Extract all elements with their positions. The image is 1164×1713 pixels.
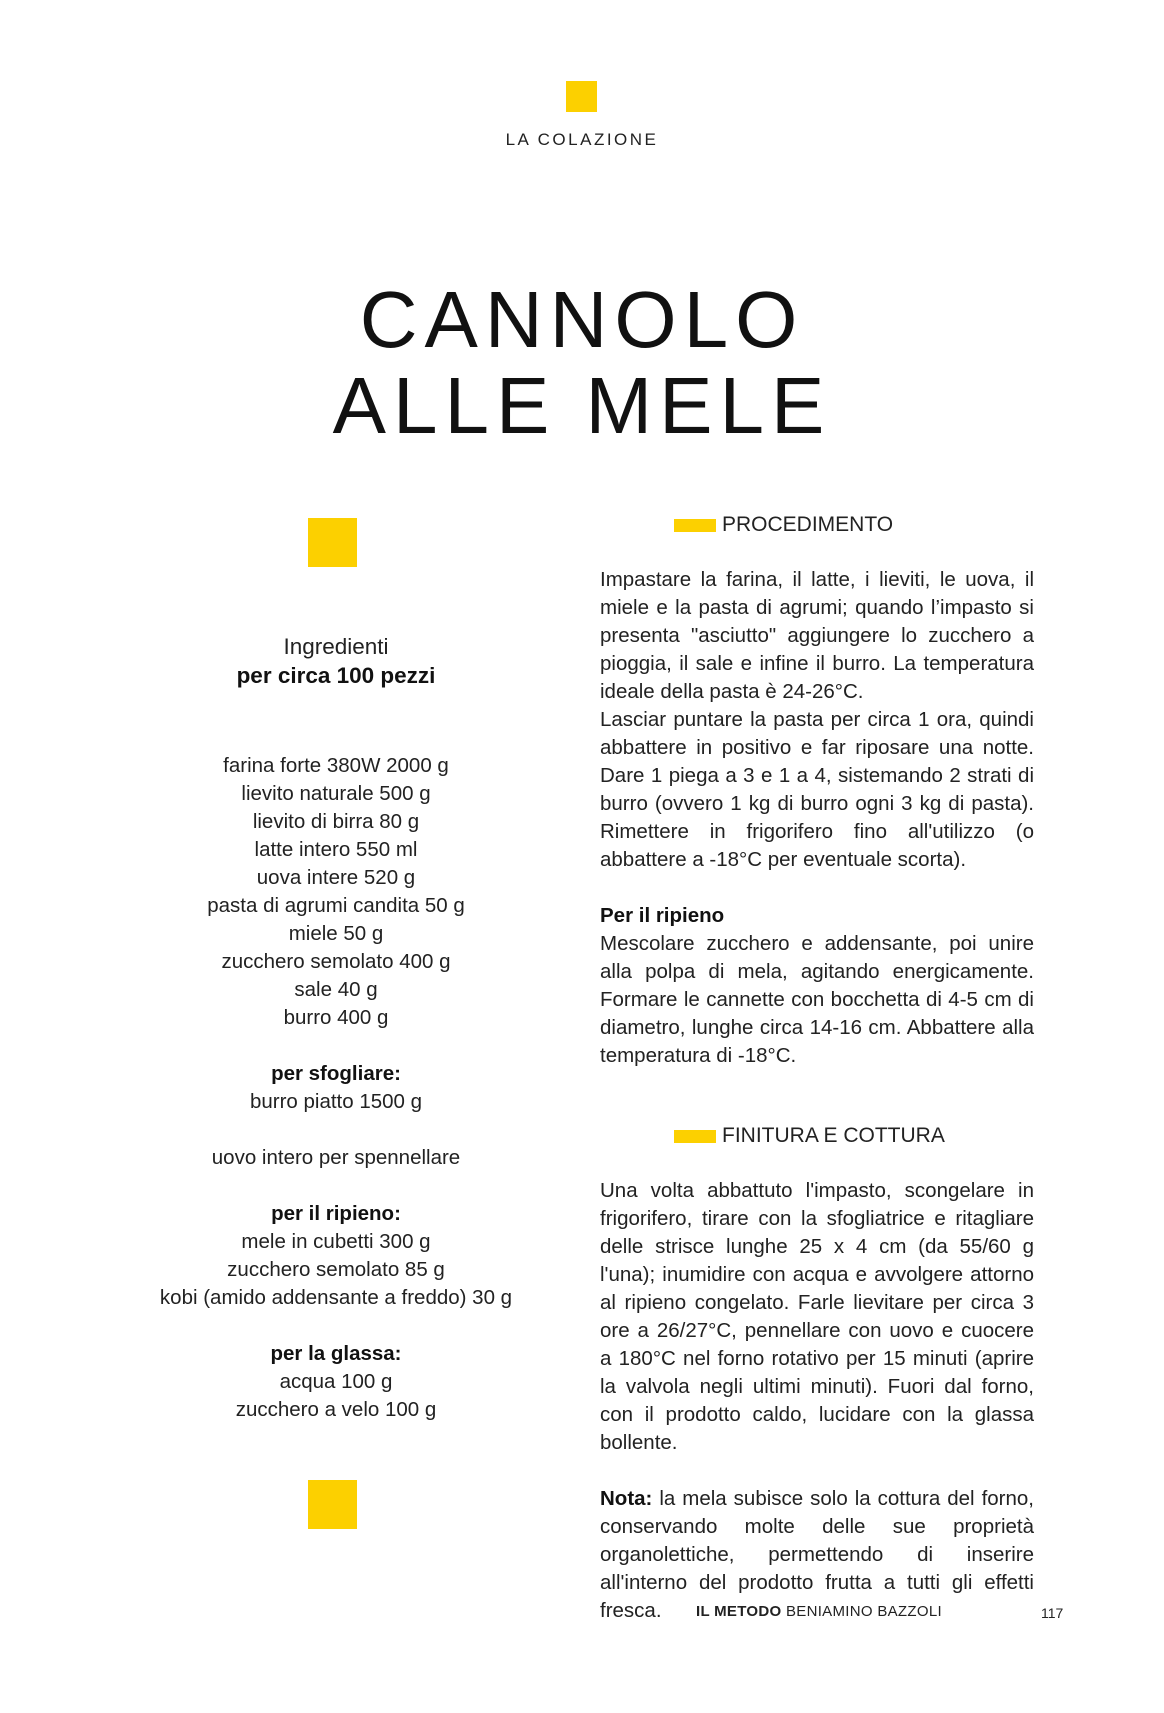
ripieno-subheading: Per il ripieno: [600, 904, 725, 927]
ingredient-item: mele in cubetti 300 g: [241, 1230, 431, 1253]
ingredient-item: lievito di birra 80 g: [252, 810, 420, 833]
section-label: LA COLAZIONE: [505, 130, 659, 149]
ripieno-paragraph: Mescolare zucchero e addensante, poi unire alla polpa di mela, agitando energicamente. Formare le cannette con bocchetta di 4-5 cm di diametro, lunghe circa 14-16 cm. Abbattere alla temperatura di -18°C.: [600, 932, 1034, 1067]
ingredients-subheading: per circa 100 pezzi: [236, 663, 436, 688]
finitura-body: [600, 1177, 1034, 1625]
footer-brand: IL METODO: [696, 1603, 782, 1620]
ingredient-item: zucchero semolato 400 g: [221, 950, 451, 973]
ingredient-item: zucchero semolato 85 g: [227, 1258, 445, 1281]
main-ingredients-list: [136, 752, 536, 1032]
ingredient-item: pasta di agrumi candita 50 g: [207, 894, 465, 917]
bottom-accent-square: [308, 1480, 357, 1529]
ingredient-item: acqua 100 g: [279, 1370, 393, 1393]
ingredient-item: miele 50 g: [288, 922, 384, 945]
finitura-heading: [674, 1124, 945, 1148]
ingredient-item: lievito naturale 500 g: [241, 782, 431, 805]
ingredient-item: latte intero 550 ml: [254, 838, 418, 861]
title-line-2: ALLE MELE: [332, 361, 832, 450]
ingredient-item: burro 400 g: [283, 1006, 389, 1029]
ingredient-item: uova intere 520 g: [256, 866, 416, 889]
ingredient-item: kobi (amido addensante a freddo) 30 g: [159, 1286, 513, 1309]
heading-bar-icon: [674, 519, 716, 532]
glassa-heading: per la glassa:: [270, 1342, 402, 1365]
ingredients-column: [136, 632, 536, 1424]
page-number: 117: [1041, 1605, 1064, 1621]
finitura-paragraph: Una volta abbattuto l'impasto, scongelare in frigorifero, tirare con la sfogliatrice e ritagliare delle strisce lunghe 25 x 4 cm (da 55/60 g l'una); inumidire con acqua e avvolgere attorno al ripieno congelato. Farle lievitare per circa 3 ore a 26/27°C, pennellare con uovo e cuocere a 180°C nel forno rotativo per 15 minuti (aprire la valvola negli ultimi minuti). Fuori dal forno, con il prodotto caldo, lucidare con la glassa bollente.: [600, 1179, 1034, 1454]
procedimento-body: [600, 566, 1034, 1070]
ingredient-item: zucchero a velo 100 g: [235, 1398, 437, 1421]
ingredient-item: farina forte 380W 2000 g: [223, 754, 449, 777]
footer-author: BENIAMINO BAZZOLI: [785, 1603, 942, 1620]
nota-label: Nota:: [600, 1487, 653, 1510]
page-title: [0, 277, 1164, 449]
heading-bar-icon: [674, 1130, 716, 1143]
finitura-title: FINITURA E COTTURA: [722, 1124, 945, 1147]
title-line-1: CANNOLO: [359, 275, 805, 364]
procedimento-paragraph-1: Impastare la farina, il latte, i lieviti, le uova, il miele e la pasta di agrumi; quando l’impasto si presenta "asciutto" aggiungere lo zucchero a pioggia, il sale e infine il burro. La temperatura ideale della pasta è 24-26°C.: [600, 568, 1034, 703]
procedimento-heading: [674, 513, 893, 537]
top-accent-square: [566, 81, 597, 112]
ingredient-item: burro piatto 1500 g: [249, 1090, 423, 1113]
sfogliare-heading: per sfogliare:: [271, 1062, 401, 1085]
procedimento-title: PROCEDIMENTO: [722, 513, 894, 536]
egg-wash-note: uovo intero per spennellare: [211, 1146, 461, 1169]
ingredients-accent-square: [308, 518, 357, 567]
ingredients-heading: Ingredienti: [283, 634, 389, 659]
ripieno-heading: per il ripieno:: [271, 1202, 401, 1225]
procedimento-paragraph-2: Lasciar puntare la pasta per circa 1 ora, quindi abbattere in positivo e far riposare una notte. Dare 1 piega a 3 e 1 a 4, sistemando 2 strati di burro (ovvero 1 kg di burro ogni 3 kg di pasta). Rimettere in frigorifero fino all'utilizzo (o abbattere a -18°C per eventuale scorta).: [600, 708, 1034, 871]
footer-credit: [696, 1603, 942, 1620]
ingredient-item: sale 40 g: [294, 978, 378, 1001]
nota-text: la mela subisce solo la cottura del forno, conservando molte delle sue proprietà organolettiche, permettendo di inserire all'interno del prodotto frutta a tutti gli effetti fresca.: [600, 1487, 1034, 1622]
